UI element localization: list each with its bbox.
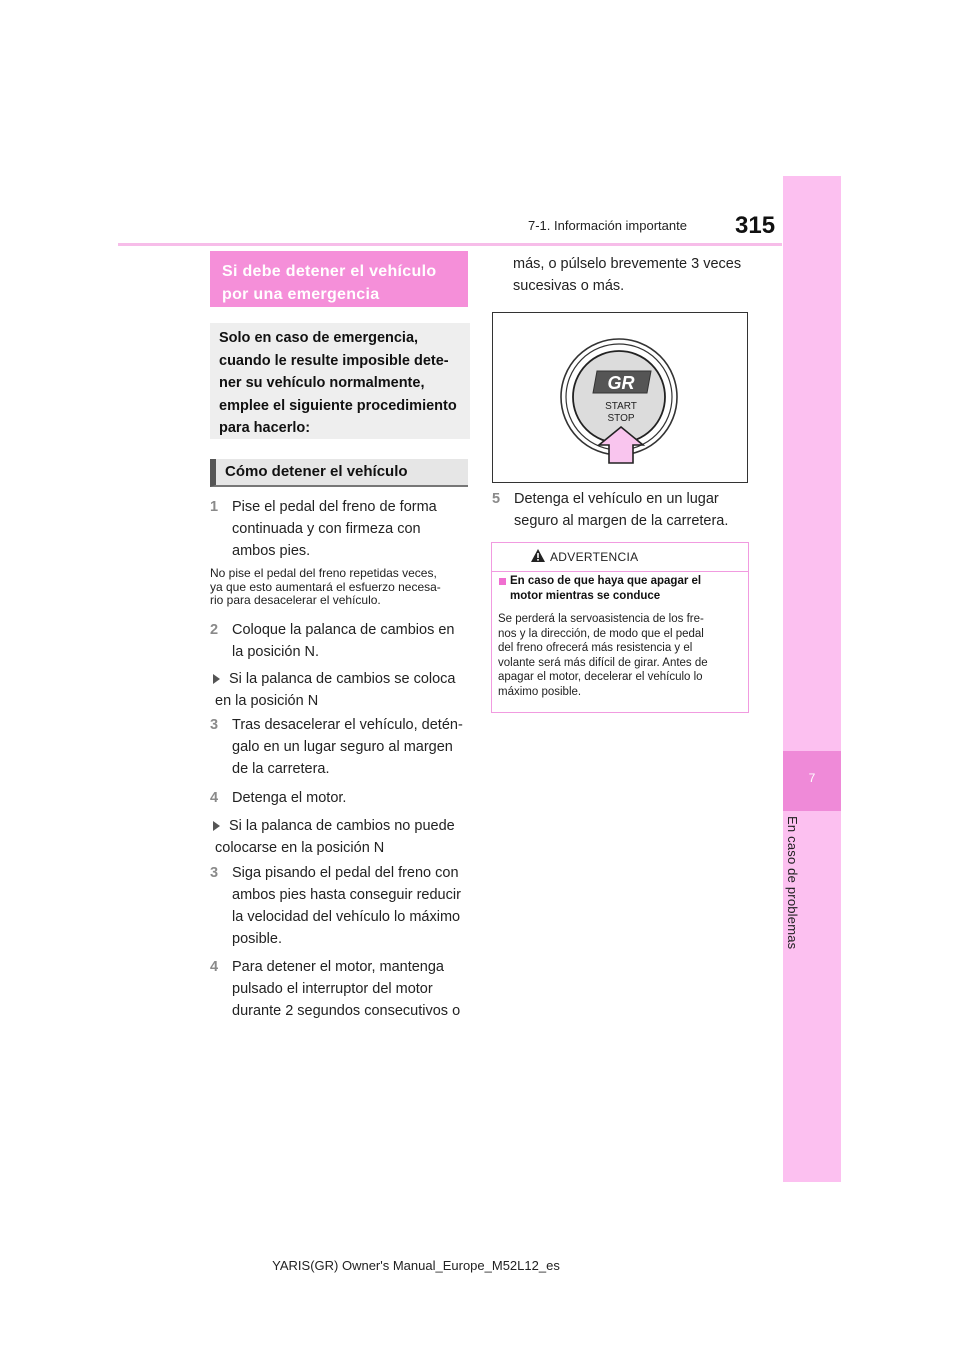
- step-line: sucesivas o más.: [513, 278, 625, 294]
- warning-triangle-icon: [530, 548, 546, 563]
- warning-label: ADVERTENCIA: [550, 550, 639, 564]
- warning-body-line: máximo posible.: [498, 685, 582, 698]
- step-4b-continuation: [513, 253, 775, 297]
- bullet-square-icon: [499, 578, 506, 585]
- footer-text: YARIS(GR) Owner's Manual_Europe_M52L12_es: [272, 1258, 560, 1273]
- step-number: 3: [210, 717, 219, 733]
- summary-line: Solo en caso de emergencia,: [219, 330, 419, 346]
- warning-body: [498, 612, 740, 699]
- step-3b: [210, 862, 472, 950]
- step-number: 5: [492, 491, 501, 507]
- gr-logo: GR: [607, 373, 635, 393]
- page-number: 315: [735, 212, 776, 239]
- step-number: 1: [210, 499, 219, 515]
- condition-arrow-icon: [213, 821, 220, 831]
- summary-box: [210, 323, 470, 439]
- condition-line: en la posición N: [215, 693, 319, 709]
- note-line: ya que esto aumentará el esfuerzo necesa-: [210, 579, 441, 594]
- step-1: [210, 496, 472, 562]
- step-line: Pise el pedal del freno de forma: [232, 499, 437, 515]
- section-label: 7-1. Información importante: [528, 218, 687, 233]
- step-line: galo en un lugar seguro al margen: [232, 739, 453, 755]
- condition-a: [213, 668, 475, 712]
- step-line: ambos pies.: [232, 543, 311, 559]
- step-4a: [210, 787, 472, 809]
- step-line: la velocidad del vehículo lo máximo: [232, 909, 461, 925]
- warning-body-line: nos y la dirección, de modo que el pedal: [498, 627, 704, 640]
- warning-body-line: Se perderá la servoasistencia de los fre-: [498, 613, 704, 625]
- step-line: Tras desacelerar el vehículo, detén-: [232, 717, 463, 733]
- step-number: 2: [210, 622, 219, 638]
- chapter-title: En caso de problemas: [785, 816, 800, 950]
- summary-line: emplee el siguiente procedimiento: [219, 397, 457, 414]
- stop-label: STOP: [607, 413, 635, 424]
- step-3a: [210, 714, 472, 780]
- step-2: [210, 619, 472, 663]
- step-line: posible.: [232, 931, 282, 947]
- note: [210, 567, 472, 608]
- step-line: durante 2 segundos consecutivos o: [232, 1003, 461, 1019]
- chapter-side-tab: [783, 176, 841, 1182]
- summary-line: cuando le resulte imposible dete-: [219, 352, 449, 369]
- step-line: ambos pies hasta conseguir reducir: [232, 887, 461, 903]
- note-line: rio para desacelerar el vehículo.: [210, 593, 381, 607]
- step-line: continuada y con firmeza con: [232, 521, 421, 537]
- start-stop-illustration: [492, 312, 748, 483]
- warning-header: [492, 543, 748, 572]
- step-5: [492, 488, 754, 532]
- step-line: Siga pisando el pedal del freno con: [232, 865, 459, 881]
- section-heading: [210, 251, 468, 307]
- warning-title-line: En caso de que haya que apagar el: [510, 575, 702, 587]
- step-line: Detenga el vehículo en un lugar: [514, 491, 719, 507]
- step-number: 3: [210, 865, 219, 881]
- chapter-number: 7: [808, 771, 816, 785]
- step-line: de la carretera.: [232, 761, 330, 777]
- step-line: más, o púlselo brevemente 3 veces: [513, 256, 742, 272]
- condition-b: [213, 815, 475, 859]
- condition-line: colocarse en la posición N: [215, 840, 385, 856]
- warning-body-line: volante será más difícil de girar. Antes de: [498, 656, 708, 669]
- summary-line: para hacerlo:: [219, 420, 311, 436]
- condition-arrow-icon: [213, 674, 220, 684]
- condition-line: Si la palanca de cambios no puede: [229, 818, 455, 834]
- condition-line: Si la palanca de cambios se coloca: [229, 671, 456, 687]
- step-line: la posición N.: [232, 644, 320, 660]
- step-line: Para detener el motor, mantenga: [232, 959, 444, 975]
- step-line: seguro al margen de la carretera.: [514, 513, 729, 529]
- note-line: No pise el pedal del freno repetidas veces,: [210, 566, 437, 580]
- section-heading-line: Si debe detener el vehículo: [222, 263, 437, 280]
- step-number: 4: [210, 959, 219, 975]
- summary-line: ner su vehículo normalmente,: [219, 375, 425, 391]
- sub-heading: Cómo detener el vehículo: [210, 459, 468, 487]
- warning-box: [491, 542, 749, 713]
- step-number: 4: [210, 790, 219, 806]
- step-line: Detenga el motor.: [232, 790, 347, 806]
- warning-title: [510, 574, 740, 603]
- step-line: Coloque la palanca de cambios en: [232, 622, 455, 638]
- step-line: pulsado el interruptor del motor: [232, 981, 433, 997]
- step-4b: [210, 956, 472, 1022]
- start-stop-button-icon: [493, 313, 747, 482]
- warning-title-line: motor mientras se conduce: [510, 589, 661, 602]
- warning-body-line: apagar el motor, decelerar el vehículo lo: [498, 671, 703, 683]
- warning-body-line: del freno ofrecerá más resistencia y el: [498, 642, 693, 654]
- start-label: START: [605, 401, 637, 412]
- section-heading-line: por una emergencia: [222, 286, 380, 303]
- header-divider: [118, 243, 782, 246]
